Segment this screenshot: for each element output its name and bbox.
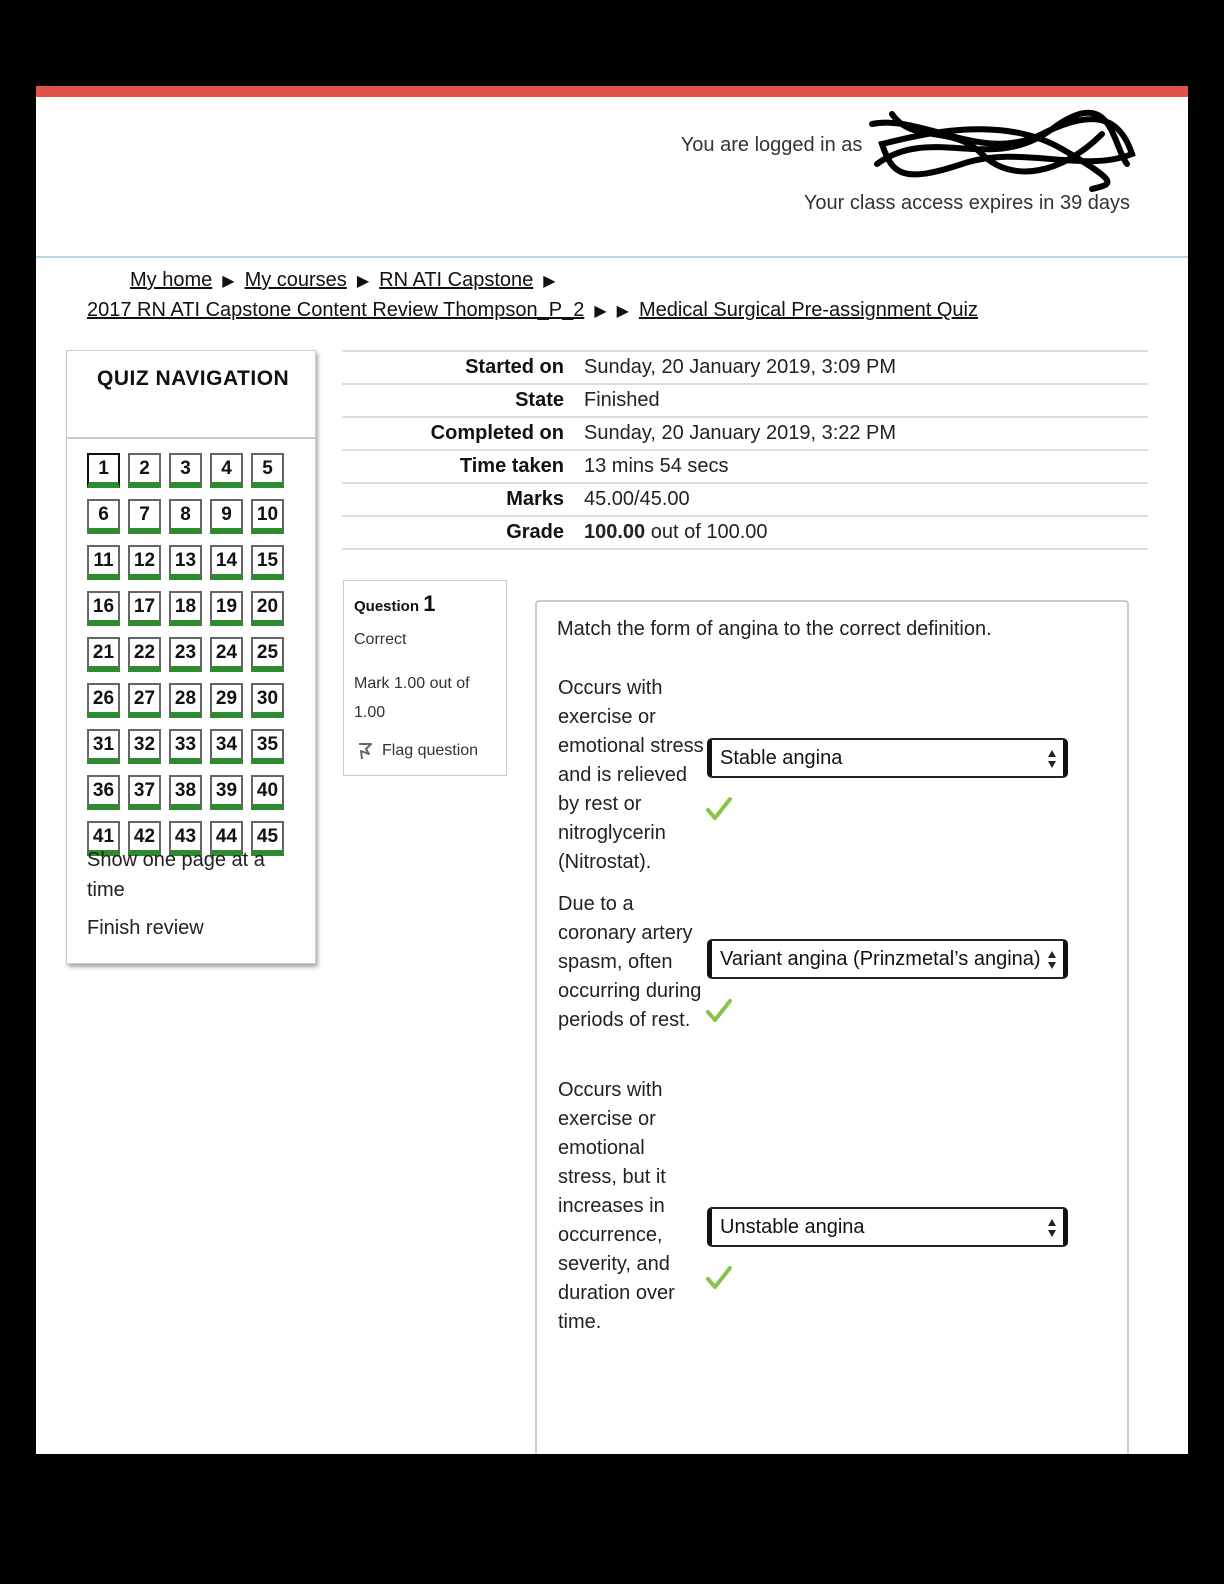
question-nav-button[interactable]: 16 <box>87 591 120 626</box>
question-nav-button[interactable]: 40 <box>251 775 284 810</box>
summary-value: 13 mins 54 secs <box>584 450 1148 483</box>
question-info <box>343 580 507 776</box>
summary-value: Finished <box>584 384 1148 417</box>
correct-check-icon <box>706 1265 732 1291</box>
match-stem: Occurs with exercise or emotional stress, but it increases in occurrence, severity, and duration over time. <box>558 1079 675 1333</box>
question-nav-button[interactable]: 33 <box>169 729 202 764</box>
breadcrumb-separator: ▶ <box>543 273 556 290</box>
summary-row <box>342 450 1148 483</box>
answer-select[interactable] <box>707 939 1068 979</box>
show-one-page-link[interactable]: Show one page at a time <box>87 849 265 901</box>
grade-label: Grade <box>342 516 584 549</box>
question-nav-button[interactable]: 19 <box>210 591 243 626</box>
summary-row <box>342 417 1148 450</box>
top-accent-bar <box>36 86 1188 97</box>
breadcrumb <box>87 266 1127 326</box>
flag-question-button[interactable] <box>356 741 478 761</box>
login-info <box>681 134 1130 157</box>
breadcrumb-separator: ▶ <box>356 273 370 290</box>
question-nav-button[interactable]: 38 <box>169 775 202 810</box>
question-nav-button[interactable]: 1 <box>87 453 120 488</box>
question-nav-button[interactable]: 35 <box>251 729 284 764</box>
question-nav-button[interactable]: 7 <box>128 499 161 534</box>
question-number-value: 1 <box>423 591 436 616</box>
question-nav-button[interactable]: 39 <box>210 775 243 810</box>
answer-select-value: Variant angina (Prinzmetal’s angina) <box>720 947 1041 970</box>
question-nav-button[interactable]: 20 <box>251 591 284 626</box>
summary-value: Sunday, 20 January 2019, 3:22 PM <box>584 417 1148 450</box>
question-nav-button[interactable]: 18 <box>169 591 202 626</box>
question-nav-button[interactable]: 11 <box>87 545 120 580</box>
question-nav-button[interactable]: 41 <box>87 821 120 856</box>
question-button-grid <box>67 439 297 867</box>
question-nav-button[interactable]: 43 <box>169 821 202 856</box>
question-nav-button[interactable]: 29 <box>210 683 243 718</box>
summary-label: Marks <box>342 483 584 516</box>
summary-row <box>342 483 1148 516</box>
question-nav-button[interactable]: 27 <box>128 683 161 718</box>
summary-row-grade <box>342 516 1148 549</box>
question-nav-button[interactable]: 42 <box>128 821 161 856</box>
answer-select-value: Stable angina <box>720 746 843 769</box>
question-nav-button[interactable]: 9 <box>210 499 243 534</box>
summary-label: State <box>342 384 584 417</box>
answer-select[interactable] <box>707 1207 1068 1247</box>
question-number <box>354 591 435 617</box>
question-nav-button[interactable]: 28 <box>169 683 202 718</box>
question-nav-button[interactable]: 24 <box>210 637 243 672</box>
question-state: Correct <box>354 631 407 648</box>
question-nav-button[interactable]: 13 <box>169 545 202 580</box>
question-nav-button[interactable]: 4 <box>210 453 243 488</box>
summary-value: Sunday, 20 January 2019, 3:09 PM <box>584 351 1148 384</box>
select-arrows-icon <box>1047 1215 1057 1241</box>
breadcrumb-separator: ▶ <box>616 303 629 320</box>
breadcrumb-my-courses[interactable]: My courses <box>244 269 347 291</box>
question-nav-button[interactable]: 14 <box>210 545 243 580</box>
logged-in-label: You are logged in as <box>680 134 863 156</box>
question-mark: Mark 1.00 out of 1.00 <box>354 675 470 721</box>
select-arrows-icon <box>1047 746 1057 772</box>
match-stem: Due to a coronary artery spasm, often occurring during periods of rest. <box>558 893 702 1031</box>
summary-label: Started on <box>342 351 584 384</box>
header-divider <box>36 256 1188 258</box>
question-nav-button[interactable]: 15 <box>251 545 284 580</box>
summary-row <box>342 351 1148 384</box>
question-nav-button[interactable]: 36 <box>87 775 120 810</box>
match-stem: Occurs with exercise or emotional stress and is relieved by rest or nitroglycerin (Nitrostat). <box>558 677 704 873</box>
question-nav-button[interactable]: 37 <box>128 775 161 810</box>
breadcrumb-course[interactable]: 2017 RN ATI Capstone Content Review Thompson_P_2 <box>87 299 585 321</box>
correct-check-icon <box>706 796 732 822</box>
answer-select[interactable] <box>707 738 1068 778</box>
grade-value <box>584 516 1148 549</box>
breadcrumb-my-home[interactable]: My home <box>130 269 213 291</box>
question-nav-button[interactable]: 30 <box>251 683 284 718</box>
breadcrumb-separator: ▶ <box>222 273 235 290</box>
question-nav-button[interactable]: 6 <box>87 499 120 534</box>
breadcrumb-course-category[interactable]: RN ATI Capstone <box>379 269 534 291</box>
finish-review-link[interactable]: Finish review <box>87 917 204 939</box>
grade-score: 100.00 <box>584 521 646 543</box>
grade-suffix: out of 100.00 <box>650 521 768 543</box>
breadcrumb-quiz[interactable]: Medical Surgical Pre-assignment Quiz <box>638 299 978 321</box>
summary-label: Completed on <box>342 417 584 450</box>
summary-label: Time taken <box>342 450 584 483</box>
page <box>36 86 1188 1454</box>
question-nav-button[interactable]: 45 <box>251 821 284 856</box>
question-nav-button[interactable]: 8 <box>169 499 202 534</box>
question-text: Match the form of angina to the correct definition. <box>557 618 992 640</box>
question-nav-button[interactable]: 32 <box>128 729 161 764</box>
correct-check-icon <box>706 998 732 1024</box>
question-nav-button[interactable]: 31 <box>87 729 120 764</box>
question-nav-button[interactable]: 12 <box>128 545 161 580</box>
question-nav-button[interactable]: 5 <box>251 453 284 488</box>
summary-row <box>342 384 1148 417</box>
question-nav-button[interactable]: 44 <box>210 821 243 856</box>
question-nav-button[interactable]: 2 <box>128 453 161 488</box>
question-content <box>535 600 1129 1454</box>
question-nav-button[interactable]: 10 <box>251 499 284 534</box>
redacted-username <box>868 136 1130 156</box>
answer-select-value: Unstable angina <box>720 1215 865 1238</box>
flag-question-label: Flag question <box>382 742 479 759</box>
question-nav-button[interactable]: 21 <box>87 637 120 672</box>
quiz-navigation-block <box>66 350 316 964</box>
question-nav-button[interactable]: 26 <box>87 683 120 718</box>
question-label: Question <box>354 598 420 615</box>
attempt-summary-table <box>342 350 1148 550</box>
question-nav-button[interactable]: 17 <box>128 591 161 626</box>
quiz-navigation-title: QUIZ NAVIGATION <box>97 367 290 390</box>
question-nav-button[interactable]: 3 <box>169 453 202 488</box>
question-nav-button[interactable]: 34 <box>210 729 243 764</box>
question-nav-button[interactable]: 23 <box>169 637 202 672</box>
summary-value: 45.00/45.00 <box>584 483 1148 516</box>
question-nav-button[interactable]: 22 <box>128 637 161 672</box>
flag-icon <box>356 741 374 761</box>
access-expiry: Your class access expires in 39 days <box>803 192 1130 214</box>
question-nav-button[interactable]: 25 <box>251 637 284 672</box>
select-arrows-icon <box>1047 947 1057 973</box>
breadcrumb-separator: ▶ <box>594 303 607 320</box>
